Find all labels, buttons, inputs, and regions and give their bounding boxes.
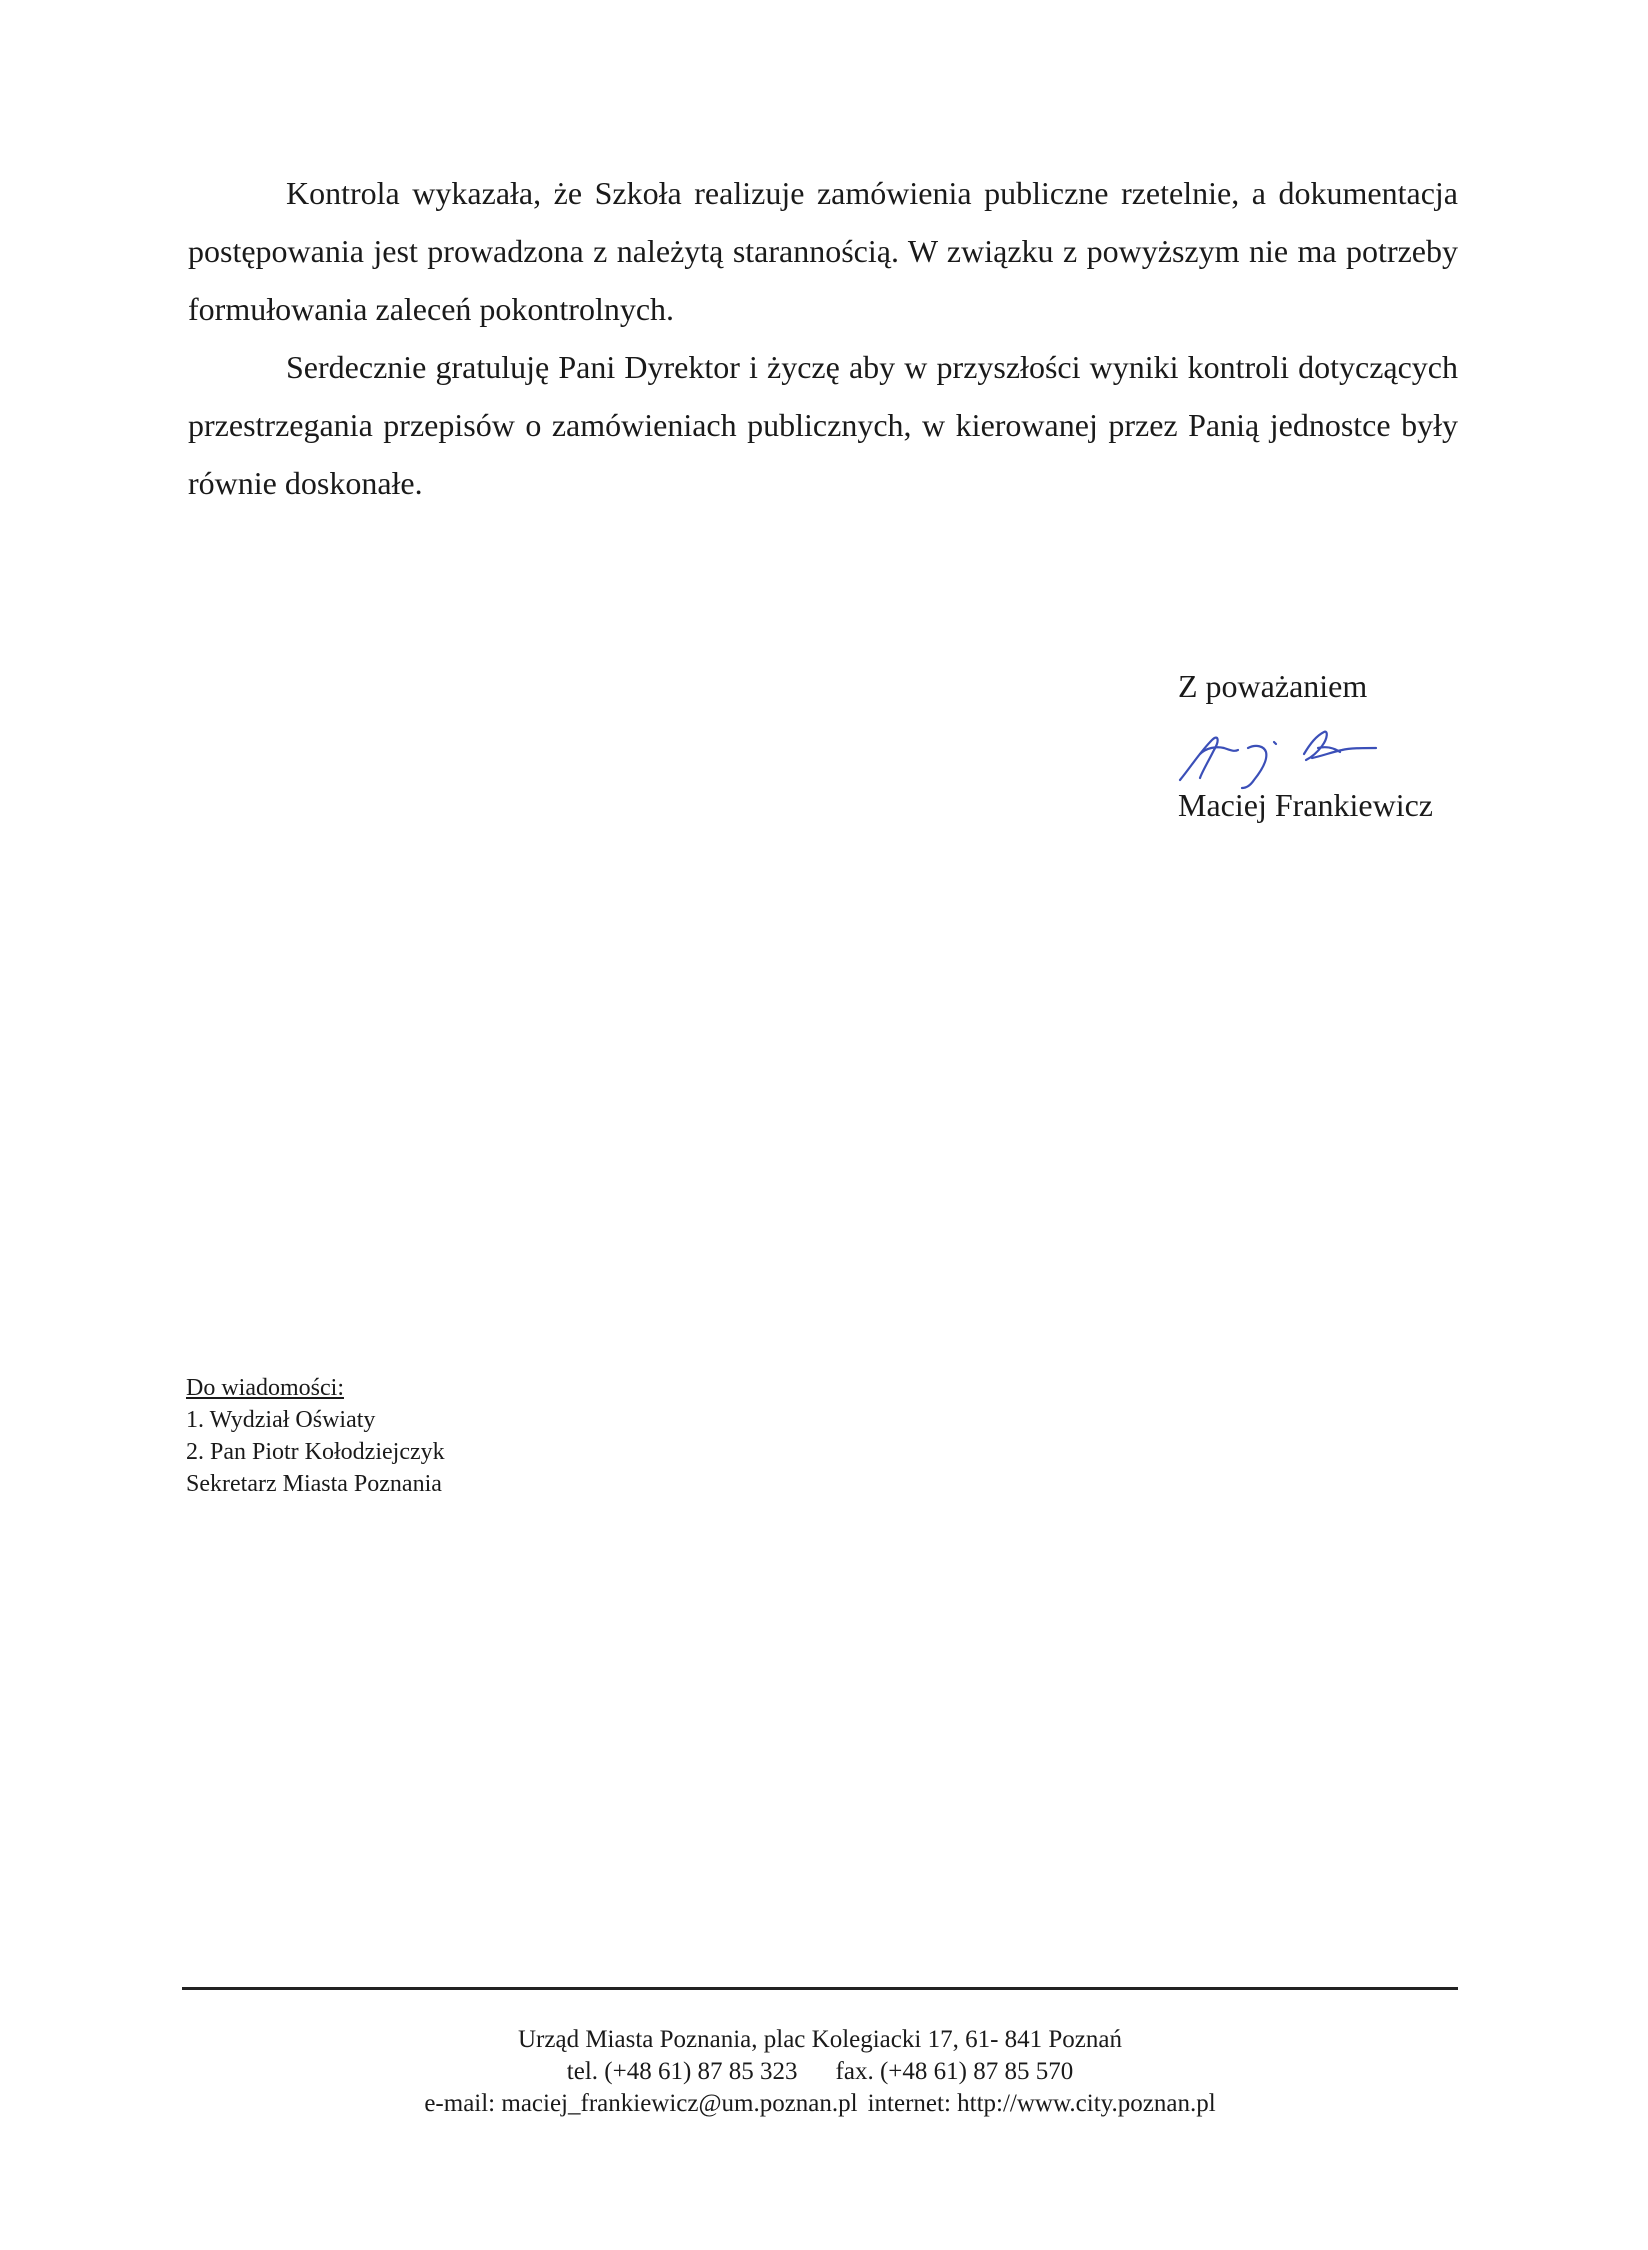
distribution-item: 2. Pan Piotr Kołodziejczyk [186, 1439, 445, 1465]
footer-address: Urząd Miasta Poznania, plac Kolegiacki 17, 61- 841 Poznań [518, 2026, 1122, 2053]
footer-website: internet: http://www.city.poznan.pl [867, 2090, 1216, 2117]
distribution-list [186, 1372, 445, 1500]
distribution-heading: Do wiadomości: [186, 1375, 344, 1401]
footer-email: e-mail: maciej_frankiewicz@um.poznan.pl [424, 2090, 858, 2117]
footer-phone-line [182, 2056, 1458, 2088]
body-paragraph-2: Serdecznie gratuluję Pani Dyrektor i życzę aby w przyszłości wyniki kontroli dotyczących przestrzegania przepisów o zamówieniach publicznych, w kierowanej przez Panią jednostce były równie doskonałe. [188, 349, 1458, 501]
footer [182, 2024, 1458, 2120]
footer-contact-line [182, 2088, 1458, 2120]
signer-name: Maciej Frankiewicz [1178, 787, 1433, 823]
footer-tel: tel. (+48 61) 87 85 323 [566, 2058, 798, 2085]
distribution-item: Sekretarz Miasta Poznania [186, 1471, 442, 1497]
distribution-item: 1. Wydział Oświaty [186, 1407, 376, 1433]
footer-fax: fax. (+48 61) 87 85 570 [835, 2058, 1074, 2085]
footer-divider [182, 1987, 1458, 1990]
letter-body [188, 164, 1458, 512]
closing-salutation: Z poważaniem [1178, 668, 1368, 704]
body-paragraph-1: Kontrola wykazała, że Szkoła realizuje zamówienia publiczne rzetelnie, a dokumentacja postępowania jest prowadzona z należytą starannością. W związku z powyższym nie ma potrzeby formułowania zaleceń pokontrolnych. [188, 175, 1458, 327]
